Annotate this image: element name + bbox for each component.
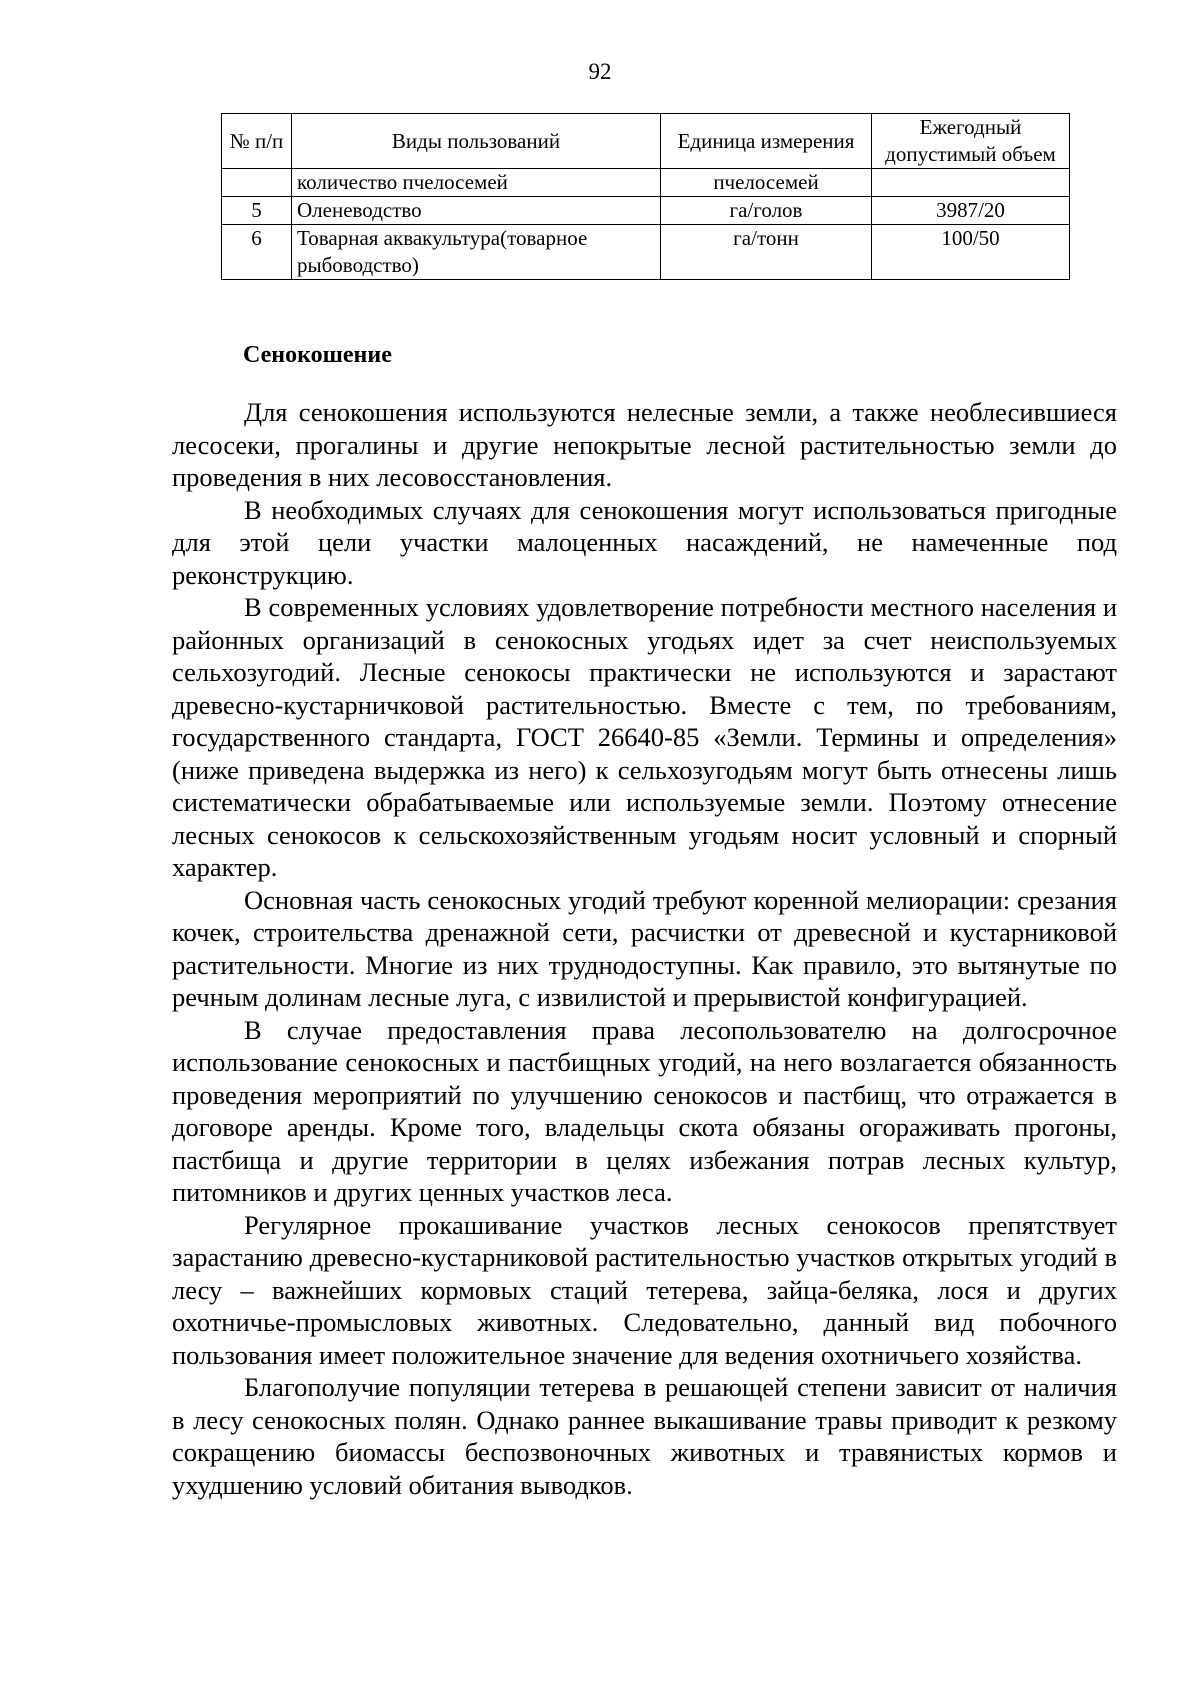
row-number <box>222 169 292 197</box>
row-annual-volume <box>872 169 1070 197</box>
table-row <box>222 197 1070 225</box>
row-unit: га/голов <box>661 197 872 225</box>
paragraph: В случае предоставления права лесопользователю на долгосрочное использование сенокосных и пастбищных угодий, на него возлагается обязанность проведения мероприятий по улучшению сенокосов и пастбищ, что отражается в договоре аренды. Кроме того, владельцы скота обязаны огораживать прогоны, пастбища и другие территории в целях избежания потрав лесных культур, питомников и других ценных участков леса. <box>172 1014 1117 1207</box>
paragraph: Для сенокошения используются нелесные земли, а также необлесившиеся лесосеки, прогалины и другие непокрытые лесной растительностью земли до проведения в них лесовосстановления. <box>172 397 1117 492</box>
header-number: № п/п <box>222 114 292 169</box>
table-row <box>222 225 1070 280</box>
page-number: 92 <box>588 59 612 84</box>
row-number: 6 <box>222 225 292 280</box>
row-use-type: Оленеводство <box>292 197 661 225</box>
body-text <box>172 396 1117 1501</box>
table-header-row <box>222 114 1070 169</box>
paragraph: В необходимых случаях для сенокошения могут использоваться пригодные для этой цели участки малоценных насаждений, не намеченные под реконструкцию. <box>172 494 1117 590</box>
row-use-type: количество пчелосемей <box>292 169 661 197</box>
row-annual-volume: 100/50 <box>872 225 1070 280</box>
header-unit: Единица измерения <box>661 114 872 169</box>
paragraph: Благополучие популяции тетерева в решающей степени зависит от наличия в лесу сенокосных полян. Однако раннее выкашивание травы приводит к резкому сокращению биомассы беспозвоночных животных и травянистых кормов и ухудшению условий обитания выводков. <box>172 1372 1117 1500</box>
row-unit: га/тонн <box>661 225 872 280</box>
row-number: 5 <box>222 197 292 225</box>
row-annual-volume: 3987/20 <box>872 197 1070 225</box>
row-unit: пчелосемей <box>661 169 872 197</box>
header-annual-volume: Ежегодный допустимый объем <box>872 114 1070 169</box>
paragraph: Основная часть сенокосных угодий требуют коренной мелиорации: срезания кочек, строительства дренажной сети, расчистки от древесной и кустарниковой растительности. Многие из них труднодоступны. Как правило, это вытянутые по речным долинам лесные луга, с извилистой и прерывистой конфигурацией. <box>172 884 1117 1012</box>
row-use-type: Товарная аквакультура(товарное рыбоводство) <box>292 225 661 280</box>
paragraph: В современных условиях удовлетворение потребности местного населения и районных организаций в сенокосных угодьях идет за счет неиспользуемых сельхозугодий. Лесные сенокосы практически не используются и зарастают древесно-кустарничковой растительностью. Вместе с тем, по требованиям, государственного стандарта, ГОСТ 26640-85 «Земли. Термины и определения» (ниже приведена выдержка из него) к сельхозугодьям могут быть отнесены лишь систематически обрабатываемые или используемые земли. Поэтому отнесение лесных сенокосов к сельскохозяйственным угодьям носит условный и спорный характер. <box>172 592 1117 882</box>
land-use-table <box>221 113 1070 280</box>
table-row <box>222 169 1070 197</box>
header-use-type: Виды пользований <box>292 114 661 169</box>
section-title: Сенокошение <box>243 342 392 368</box>
paragraph: Регулярное прокашивание участков лесных сенокосов препятствует зарастанию древесно-кустарниковой растительностью участков открытых угодий в лесу – важнейших кормовых стаций тетерева, зайца-беляка, лося и других охотничье-промысловых животных. Следовательно, данный вид побочного пользования имеет положительное значение для ведения охотничьего хозяйства. <box>172 1209 1117 1370</box>
